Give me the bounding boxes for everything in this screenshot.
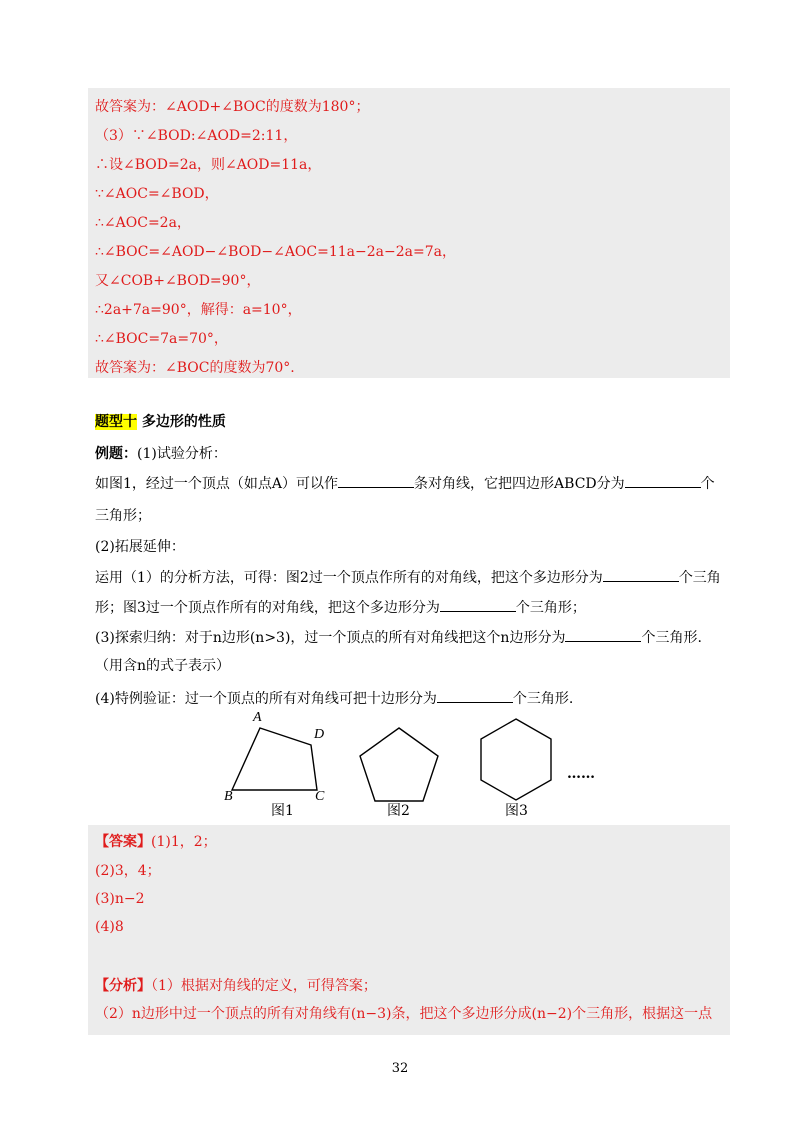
ellipsis: ……	[567, 766, 595, 782]
section-title: 多边形的性质	[141, 414, 226, 430]
vertex-label-b: B	[224, 789, 233, 804]
question-text: 个三角形；	[515, 600, 586, 616]
question-text: (3)探索归纳：对于n边形(n>3)，过一个顶点的所有对角线把这个n边形分为	[95, 630, 566, 646]
answer-blank	[437, 688, 513, 703]
analysis-line-1	[95, 976, 377, 996]
analysis-text: （1）根据对角线的定义，可得答案；	[151, 978, 377, 994]
vertex-label-a: A	[253, 710, 262, 725]
figure-caption: 图2	[387, 803, 410, 819]
question-3-hint: （用含n的式子表示）	[95, 658, 231, 674]
example-label: 例题：	[95, 446, 137, 462]
solution-line: （3）∵∠BOD:∠AOD=2:11，	[95, 128, 298, 144]
answer-line-1	[95, 832, 217, 852]
question-text: 形；图3过一个顶点作所有的对角线，把这个多边形分为	[95, 600, 440, 616]
answer-line-3: (3)n−2	[95, 891, 145, 907]
vertex-label-c: C	[315, 789, 325, 804]
answer-blank	[625, 473, 701, 488]
section-tag: 题型十	[95, 414, 137, 430]
question-4-line	[95, 688, 573, 709]
figure-caption: 图1	[271, 803, 294, 819]
question-text: 个三角形.	[512, 691, 574, 707]
question-2-title: (2)拓展延伸：	[95, 539, 185, 555]
question-3-line	[95, 627, 702, 648]
question-1-cont: 三角形；	[95, 508, 151, 524]
question-text: 运用（1）的分析方法，可得：图2过一个顶点作所有的对角线，把这个多边形分为	[95, 570, 603, 586]
answer-text: (1)1，2；	[151, 834, 217, 850]
vertex-label-d: D	[314, 727, 325, 742]
question-2-cont	[95, 597, 586, 618]
question-1-title: (1)试验分析：	[137, 446, 227, 462]
pentagon	[360, 728, 438, 801]
figure-caption: 图3	[505, 803, 528, 819]
solution-line: ∴∠AOC=2a，	[95, 215, 191, 231]
question-text: 如图1，经过一个顶点（如点A）可以作	[95, 476, 339, 492]
solution-line: ∵∠AOC=∠BOD，	[95, 186, 219, 202]
solution-line: ∴∠BOC=7a=70°，	[95, 331, 228, 347]
hexagon	[481, 719, 551, 800]
solution-line: 又∠COB+∠BOD=90°，	[95, 273, 261, 289]
answer-tag: 【答案】	[95, 834, 151, 850]
example-header	[95, 444, 227, 464]
solution-line: 故答案为：∠BOC的度数为70°.	[95, 360, 295, 376]
answer-line-2: (2)3，4；	[95, 863, 161, 879]
question-text: (4)特例验证：过一个顶点的所有对角线可把十边形分为	[95, 691, 437, 707]
question-text: 个三角形.	[641, 630, 702, 646]
question-text: 个	[700, 476, 715, 492]
answer-blank	[338, 473, 414, 488]
question-1-line	[95, 473, 715, 494]
question-text: 个三角	[678, 570, 721, 586]
quadrilateral-abcd	[232, 728, 317, 790]
section-heading	[95, 412, 226, 432]
solution-line: ∴2a+7a=90°，解得：a=10°，	[95, 302, 302, 318]
solution-line: 故答案为：∠AOD+∠BOC的度数为180°；	[95, 99, 370, 115]
answer-blank	[565, 627, 641, 642]
analysis-line-2: （2）n边形中过一个顶点的所有对角线有(n−3)条，把这个多边形分成(n−2)个三角形，根据这一点	[95, 1006, 713, 1022]
solution-line: ∴设∠BOD=2a，则∠AOD=11a，	[95, 157, 322, 173]
answer-blank	[440, 597, 516, 612]
solution-line: ∴∠BOC=∠AOD−∠BOD−∠AOC=11a−2a−2a=7a，	[95, 244, 456, 260]
question-text: 条对角线，它把四边形ABCD分为	[414, 476, 625, 492]
answer-blank	[603, 567, 679, 582]
answer-line-4: (4)8	[95, 919, 124, 935]
question-2-line	[95, 567, 721, 588]
analysis-tag: 【分析】	[95, 978, 151, 994]
page-number: 32	[391, 1061, 409, 1076]
